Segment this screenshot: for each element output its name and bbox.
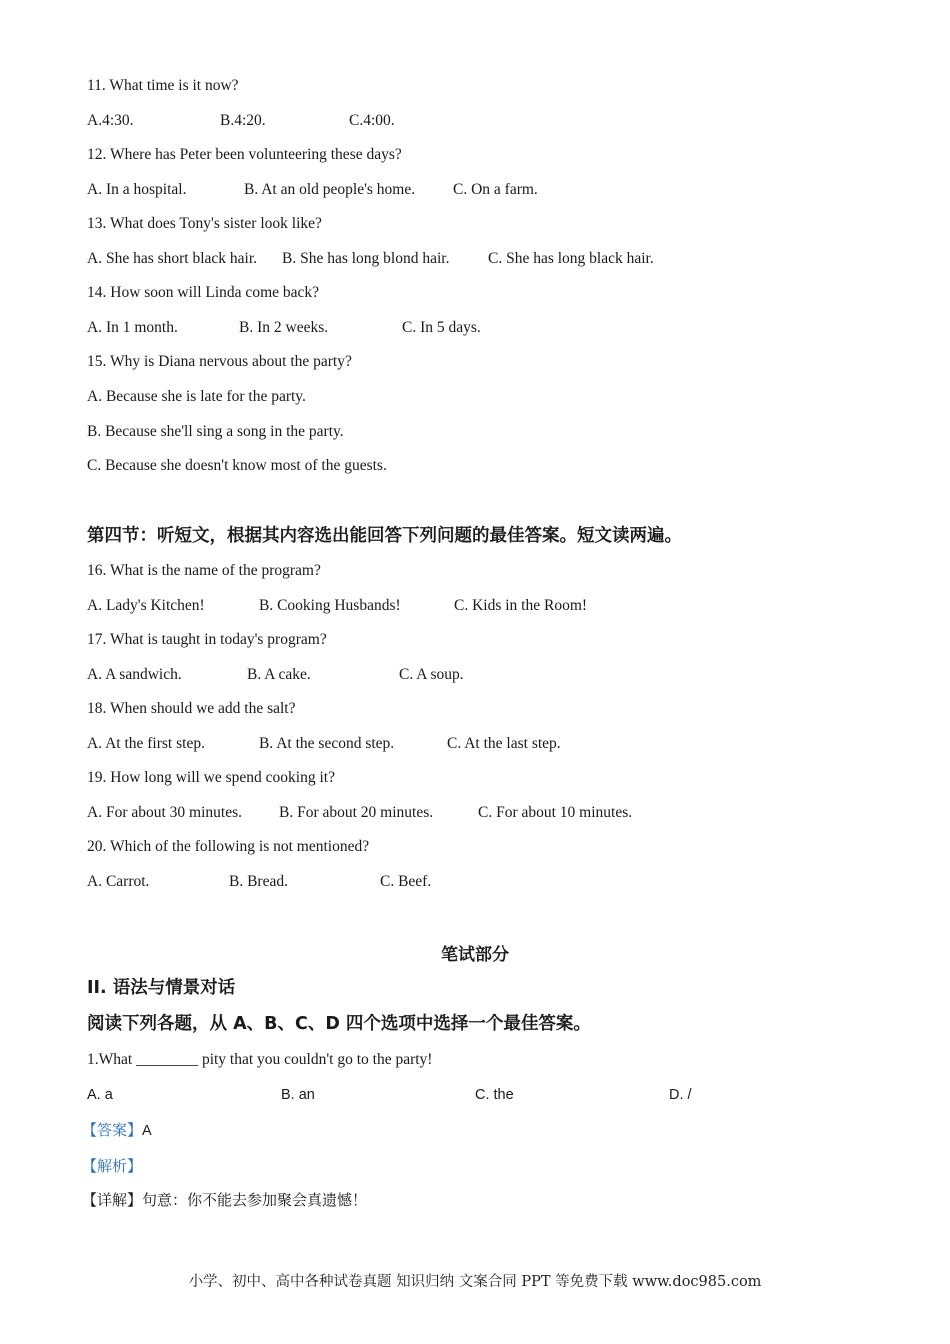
option-c: C. At the last step.: [447, 735, 561, 752]
option-a: A. For about 30 minutes.: [87, 804, 242, 821]
option-b: B. At an old people's home.: [244, 181, 416, 198]
option-b: B. At the second step.: [259, 735, 395, 752]
option-a: A. In 1 month.: [87, 319, 178, 336]
option-b: B. Bread.: [229, 873, 288, 890]
option-c: C. For about 10 minutes.: [478, 804, 633, 821]
option-a: A. In a hospital.: [87, 181, 187, 198]
option-b: B. A cake.: [247, 666, 311, 683]
option-b: B. She has long blond hair.: [282, 250, 450, 267]
analysis-tag: 【解析】: [82, 1157, 143, 1175]
option-a: A. Lady's Kitchen!: [87, 597, 205, 614]
option-a: A. A sandwich.: [87, 666, 182, 683]
section-2-instruction: 阅读下列各题，从 A、B、C、D 四个选项中选择一个最佳答案。: [87, 1014, 591, 1034]
option-a: A. At the first step.: [87, 735, 205, 752]
option-d: D. /: [669, 1087, 692, 1103]
detail-line: [82, 1190, 367, 1211]
option-c: C. A soup.: [399, 666, 464, 683]
question-1: 1.What ________ pity that you couldn't go to the party!: [87, 1051, 433, 1068]
detail-tag: 【详解】: [82, 1191, 143, 1209]
page-footer: 小学、初中、高中各种试卷真题 知识归纳 文案合同 PPT 等免费下载 www.doc985.com: [188, 1274, 762, 1290]
option-a: A. a: [87, 1087, 113, 1103]
option-c: C. Because she doesn't know most of the guests.: [87, 457, 387, 474]
option-b: B. Cooking Husbands!: [259, 597, 401, 614]
option-b: B. For about 20 minutes.: [279, 804, 434, 821]
section-2-heading: II. 语法与情景对话: [87, 978, 236, 998]
question-14: 14. How soon will Linda come back?: [87, 284, 320, 301]
question-19: 19. How long will we spend cooking it?: [87, 769, 335, 786]
option-b: B.4:20.: [220, 112, 266, 129]
question-12: 12. Where has Peter been volunteering these days?: [87, 146, 402, 163]
question-20: 20. Which of the following is not mentioned?: [87, 838, 370, 855]
question-18: 18. When should we add the salt?: [87, 700, 296, 717]
analysis-line: [82, 1156, 142, 1177]
section-4-heading: 第四节：听短文，根据其内容选出能回答下列问题的最佳答案。短文读两遍。: [87, 526, 682, 546]
option-c: C. Kids in the Room!: [454, 597, 588, 614]
option-b: B. an: [281, 1087, 315, 1103]
answer-tag: 【答案】: [82, 1121, 143, 1139]
answer-line: [82, 1120, 152, 1141]
option-a: A. Because she is late for the party.: [87, 388, 306, 405]
option-b: B. In 2 weeks.: [239, 319, 329, 336]
option-c: C. On a farm.: [453, 181, 538, 198]
option-c: C. Beef.: [380, 873, 432, 890]
question-13: 13. What does Tony's sister look like?: [87, 215, 322, 232]
option-c: C. the: [475, 1087, 514, 1103]
option-b: B. Because she'll sing a song in the party.: [87, 423, 344, 440]
option-a: A. Carrot.: [87, 873, 150, 890]
question-16: 16. What is the name of the program?: [87, 562, 321, 579]
answer-value: A: [142, 1123, 152, 1139]
option-a: A. She has short black hair.: [87, 250, 258, 267]
detail-text: 句意：你不能去参加聚会真遗憾！: [142, 1191, 368, 1209]
written-part-title: 笔试部分: [441, 945, 509, 965]
option-a: A.4:30.: [87, 112, 134, 129]
option-c: C.4:00.: [349, 112, 395, 129]
question-11: 11. What time is it now?: [87, 77, 239, 94]
question-17: 17. What is taught in today's program?: [87, 631, 327, 648]
question-15: 15. Why is Diana nervous about the party?: [87, 353, 352, 370]
option-c: C. She has long black hair.: [488, 250, 654, 267]
option-c: C. In 5 days.: [402, 319, 481, 336]
